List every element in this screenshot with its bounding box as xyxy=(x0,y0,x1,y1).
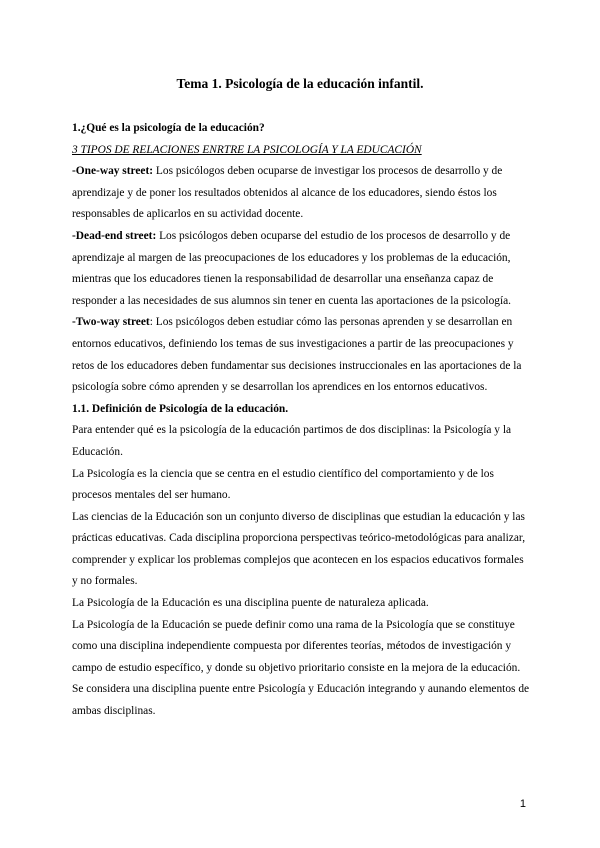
body-paragraph: Las ciencias de la Educación son un conjunto diverso de disciplinas que estudian la educación y las prácticas educativas. Cada disciplina proporciona perspectivas teórico-metodológicas para analizar, comprender y explicar los problemas complejos que acontecen en los espacios educativos formales y no formales. xyxy=(72,510,526,588)
body-paragraph: La Psicología es la ciencia que se centra en el estudio científico del comportamiento y de los procesos mentales del ser humano. xyxy=(72,467,494,502)
relation-lead: -Two-way street xyxy=(72,316,150,329)
page-number: 1 xyxy=(519,798,526,810)
body-paragraph: La Psicología de la Educación es una disciplina puente de naturaleza aplicada. xyxy=(72,597,429,610)
document-body xyxy=(72,118,532,723)
body-paragraph: La Psicología de la Educación se puede definir como una rama de la Psicología que se constituye como una disciplina independiente compuesta por diferentes teorías, métodos de investigación y campo de estudio específico, y donde su objetivo prioritario consiste en la mejora de la educación. Se considera una disciplina puente entre Psicología y Educación integrando y aunando elementos de ambas disciplinas. xyxy=(72,618,530,718)
relation-lead: -One-way street: xyxy=(72,165,154,178)
relation-text: Los psicólogos deben ocuparse del estudio de los procesos de desarrollo y de aprendizaje al margen de las preocupaciones de los educadores y los problemas de la educación, mientras que los educadores tienen la responsabilidad de desarrollar una enseñanza capaz de responder a las necesidades de sus alumnos sin tener en cuenta las aportaciones de la psicología. xyxy=(72,229,512,307)
relation-text: Los psicólogos deben ocuparse de investigar los procesos de desarrollo y de aprendizaje y de poner los resultados obtenidos al alcance de los educadores, siendo éstos los responsables de aplicarlos en su actividad docente. xyxy=(72,165,503,221)
section-heading-1: 1.¿Qué es la psicología de la educación? xyxy=(72,122,265,134)
relation-lead: -Dead-end street: xyxy=(72,229,157,242)
relation-paragraph-dead-end xyxy=(72,226,532,312)
section-heading-1-1: 1.1. Definición de Psicología de la educación. xyxy=(72,402,289,415)
relation-text: : Los psicólogos deben estudiar cómo las personas aprenden y se desarrollan en entornos educativos, definiendo los temas de sus investigaciones a partir de las preocupaciones y retos de los educadores deben fundamentar sus decisiones instruccionales en las aportaciones de la psicología sobre cómo aprenden y se desarrollan los aprendices en los entornos educativos. xyxy=(72,316,522,394)
body-paragraph: Para entender qué es la psicología de la educación partimos de dos disciplinas: la Psicología y la Educación. xyxy=(72,424,512,458)
relation-paragraph-two-way xyxy=(72,312,532,398)
relation-paragraph-one-way xyxy=(72,161,532,226)
relations-subtitle: 3 TIPOS DE RELACIONES ENRTRE LA PSICOLOGÍA Y LA EDUCACIÓN xyxy=(72,143,422,156)
document-title: Tema 1. Psicología de la educación infantil. xyxy=(176,76,424,91)
